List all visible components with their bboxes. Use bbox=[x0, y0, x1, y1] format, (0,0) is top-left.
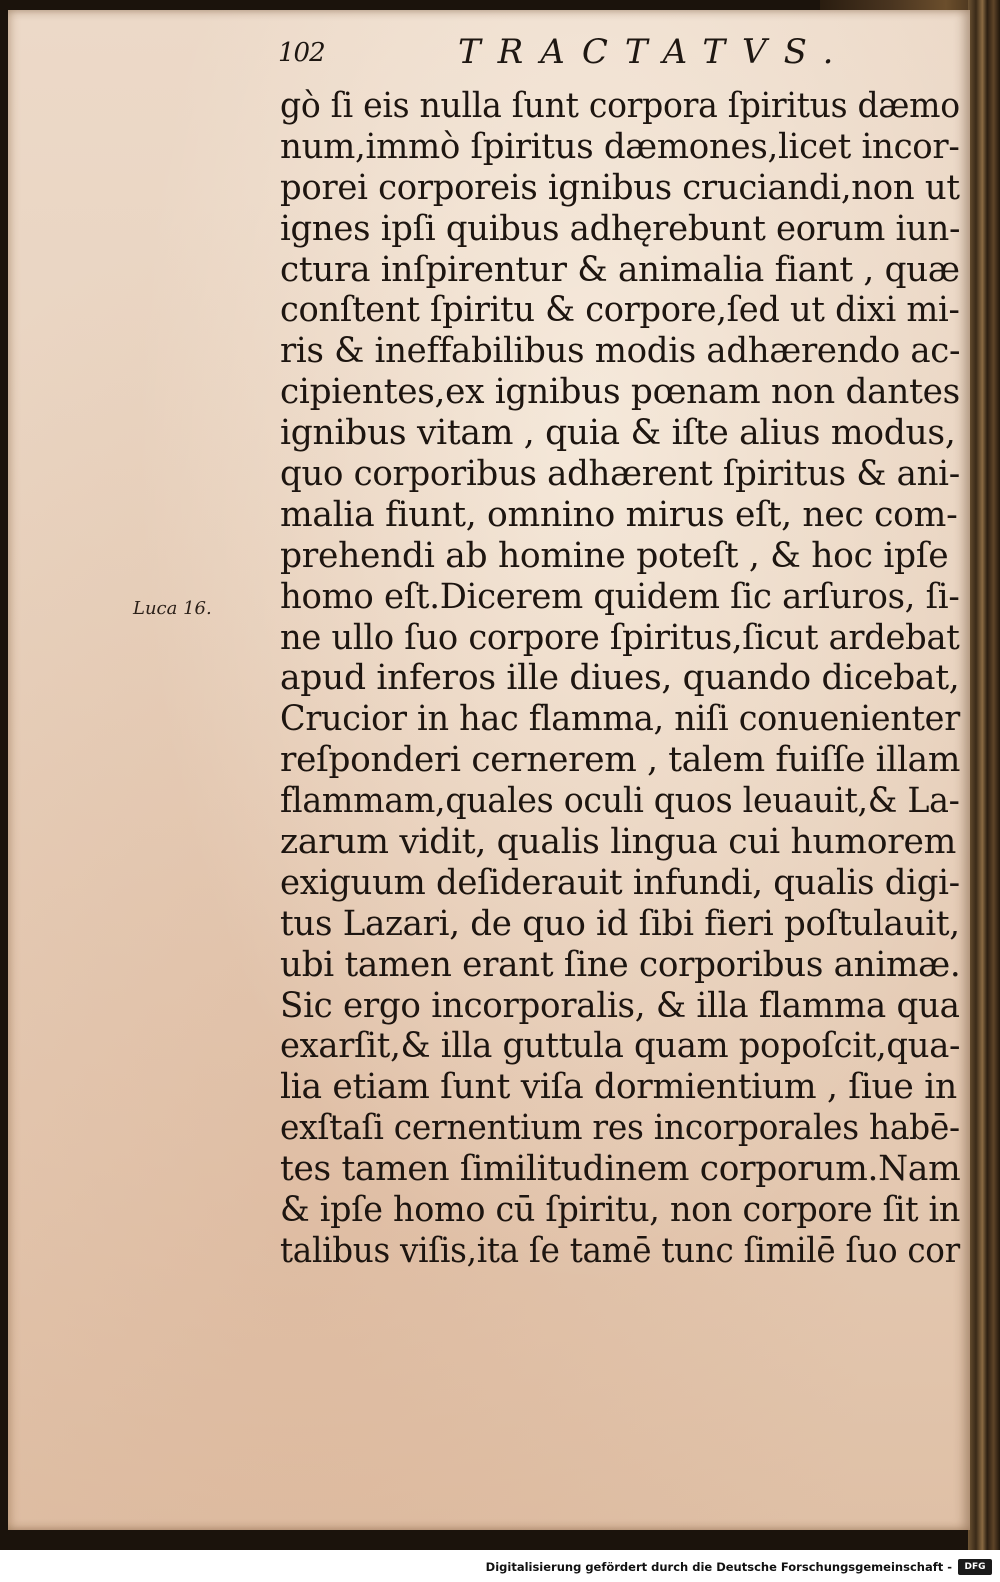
body-text bbox=[280, 86, 960, 1272]
text-line: quo corporibus adhærent ſpiritus & ani- bbox=[280, 454, 960, 495]
text-line: num,immò ſpiritus dæmones,licet incor- bbox=[280, 126, 960, 167]
footer-bar bbox=[0, 1550, 1000, 1582]
text-line: gò ſi eis nulla ſunt corpora ſpiritus dæmo bbox=[280, 86, 960, 126]
text-line: prehendi ab homine poteſt , & hoc ipſe bbox=[280, 535, 949, 576]
text-line: tus Lazari, de quo id ſibi fieri poſtulauit, bbox=[280, 903, 960, 944]
text-line: ubi tamen erant ſine corporibus animæ. bbox=[280, 944, 961, 985]
book-page-edge bbox=[968, 0, 1000, 1550]
text-line: ignes ipſi quibus adhęrebunt eorum iun- bbox=[280, 208, 961, 249]
text-line: exarſit,& illa guttula quam popoſcit,qua- bbox=[280, 1026, 961, 1067]
text-line: apud inferos ille diues, quando dicebat, bbox=[280, 658, 960, 699]
text-line: cipientes,ex ignibus pœnam non dantes bbox=[280, 372, 960, 413]
text-line: zarum vidit, qualis lingua cui humorem bbox=[280, 822, 957, 863]
running-head bbox=[278, 32, 958, 72]
book-page bbox=[8, 10, 970, 1530]
text-line: flammam,quales oculi quos leuauit,& La- bbox=[280, 781, 960, 822]
text-line: talibus viſis,ita ſe tamē tunc ſimilē ſuo cor bbox=[280, 1230, 960, 1271]
text-line: exſtaſi cernentium res incorporales habē- bbox=[280, 1108, 960, 1149]
text-line: ne ullo ſuo corpore ſpiritus,ſicut ardebat bbox=[280, 617, 960, 658]
text-line: tes tamen ſimilitudinem corporum.Nam bbox=[280, 1149, 961, 1190]
text-line: reſponderi cernerem , talem fuiſſe illam bbox=[280, 740, 961, 781]
running-title: TRACTATVS. bbox=[458, 32, 851, 72]
text-line: conſtent ſpiritu & corpore,ſed ut dixi mi- bbox=[280, 290, 960, 331]
dfg-logo-icon: DFG bbox=[958, 1559, 992, 1575]
text-line: homo eſt.Dicerem quidem ſic arſuros, ſi- bbox=[280, 576, 960, 617]
text-line: exiguum deſiderauit infundi, qualis digi- bbox=[280, 862, 960, 903]
margin-note: Luca 16. bbox=[133, 598, 212, 619]
text-line: ignibus vitam , quia & iſte alius modus, bbox=[280, 413, 956, 454]
page-number: 102 bbox=[278, 38, 325, 68]
text-line: porei corporeis ignibus cruciandi,non ut bbox=[280, 167, 960, 208]
text-line: malia fiunt, omnino mirus eſt, nec com- bbox=[280, 494, 958, 535]
text-line: lia etiam ſunt viſa dormientium , ſiue in bbox=[280, 1067, 957, 1108]
text-line: Crucior in hac flamma, niſi conuenienter bbox=[280, 699, 960, 740]
funding-credit: Digitalisierung gefördert durch die Deutsche Forschungsgemeinschaft - bbox=[485, 1560, 952, 1574]
text-line: ris & ineffabilibus modis adhærendo ac- bbox=[280, 331, 961, 372]
text-line: & ipſe homo cū ſpiritu, non corpore ſit in bbox=[280, 1190, 961, 1231]
text-line: Sic ergo incorporalis, & illa flamma qua bbox=[280, 985, 960, 1026]
text-line: ctura inſpirentur & animalia fiant , quæ bbox=[280, 249, 960, 290]
